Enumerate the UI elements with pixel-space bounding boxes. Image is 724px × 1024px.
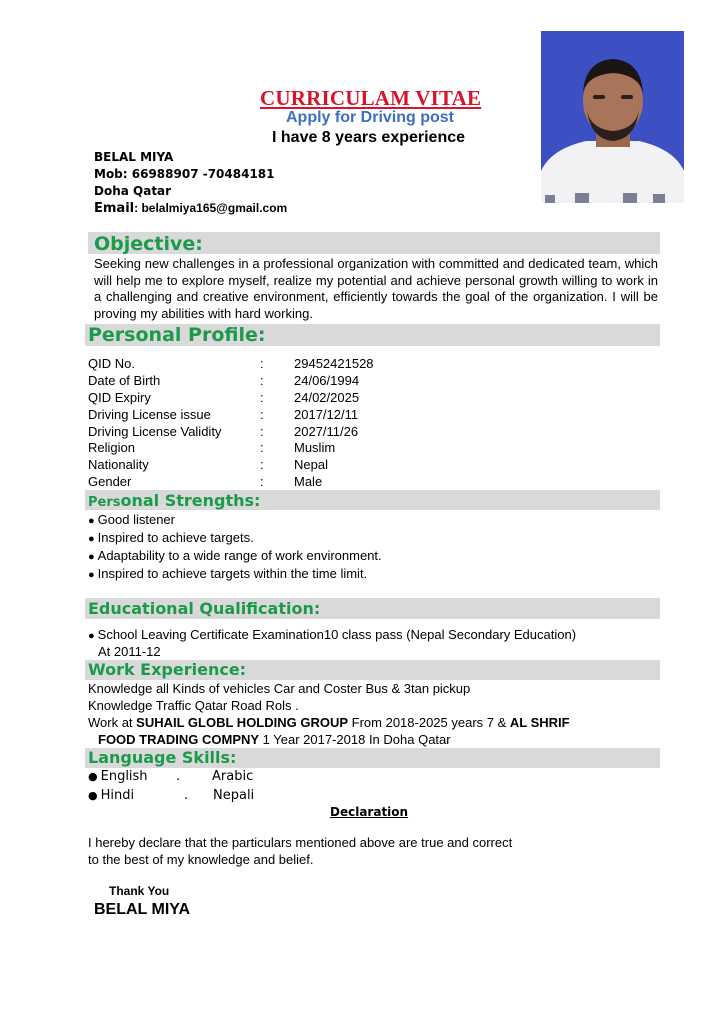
email-value[interactable]: : belalmiya165@gmail.com [134, 201, 288, 215]
list-item: ● English . Arabic [88, 769, 254, 784]
mobile-number: Mob: 66988907 -70484181 [94, 167, 275, 181]
profile-label: QID No. [88, 356, 135, 371]
education-heading: Educational Qualification: [88, 599, 321, 618]
profile-label: Date of Birth [88, 373, 161, 388]
thank-you: Thank You [109, 884, 170, 898]
subtitle: Apply for Driving post [286, 109, 454, 126]
profile-heading: Personal Profile: [88, 324, 266, 346]
work-line: FOOD TRADING COMPNY 1 Year 2017-2018 In Doha Qatar [98, 732, 451, 747]
profile-label: Nationality [88, 457, 149, 472]
email-label: Email [94, 201, 135, 216]
language-heading: Language Skills: [88, 748, 237, 767]
page-title: CURRICULAM VITAE [260, 86, 482, 110]
work-line: Knowledge Traffic Qatar Road Rols . [88, 698, 299, 713]
location: Doha Qatar [94, 184, 172, 198]
profile-value: 24/06/1994 [294, 373, 360, 388]
profile-value: Muslim [294, 440, 336, 455]
list-item: ● Inspired to achieve targets. [88, 530, 254, 545]
profile-label: Gender [88, 474, 132, 489]
signature-name: BELAL MIYA [94, 901, 191, 918]
profile-label: Religion [88, 440, 135, 455]
profile-value: 2017/12/11 [294, 407, 359, 422]
list-item: ● School Leaving Certificate Examination10 class pass (Nepal Secondary Education) [88, 627, 577, 642]
candidate-name: BELAL MIYA [94, 150, 174, 164]
email-line [94, 199, 287, 217]
profile-value: 2027/11/26 [294, 424, 359, 439]
profile-value: 29452421528 [294, 356, 374, 371]
work-line: Work at SUHAIL GLOBL HOLDING GROUP From 2018-2025 years 7 & AL SHRIF [88, 715, 570, 730]
profile-photo [541, 31, 684, 203]
list-item: ● Hindi . Nepali [88, 788, 255, 803]
declaration-text: I hereby declare that the particulars mentioned above are true and correct [88, 835, 513, 850]
person-portrait-icon [541, 31, 684, 203]
profile-label: Driving License Validity [88, 424, 222, 439]
work-line: Knowledge all Kinds of vehicles Car and Coster Bus & 3tan pickup [88, 681, 471, 696]
education-year: At 2011-12 [98, 644, 161, 659]
experience-line: I have 8 years experience [272, 129, 466, 146]
declaration-heading: Declaration [330, 805, 409, 819]
list-item: ● Inspired to achieve targets within the time limit. [88, 566, 368, 581]
profile-value: 24/02/2025 [294, 390, 360, 405]
list-item: ● Good listener [88, 512, 175, 527]
declaration-text: to the best of my knowledge and belief. [88, 852, 314, 867]
profile-label: QID Expiry [88, 390, 151, 405]
objective-heading: Objective: [94, 233, 203, 255]
strengths-heading: Personal Strengths: [88, 491, 261, 510]
profile-value: Nepal [294, 457, 328, 472]
profile-value: Male [294, 474, 323, 489]
objective-text: Seeking new challenges in a professional organization with committed and dedicated team, which will help me to explore myself, realize my potential and achieve personal growth willing to work in a challenging and creative environment, efficiently towards the goal of the organization. I will be proving my abilities with hard working. [94, 256, 658, 321]
work-heading: Work Experience: [88, 660, 247, 679]
list-item: ● Adaptability to a wide range of work environment. [88, 548, 382, 563]
profile-label: Driving License issue [88, 407, 211, 422]
